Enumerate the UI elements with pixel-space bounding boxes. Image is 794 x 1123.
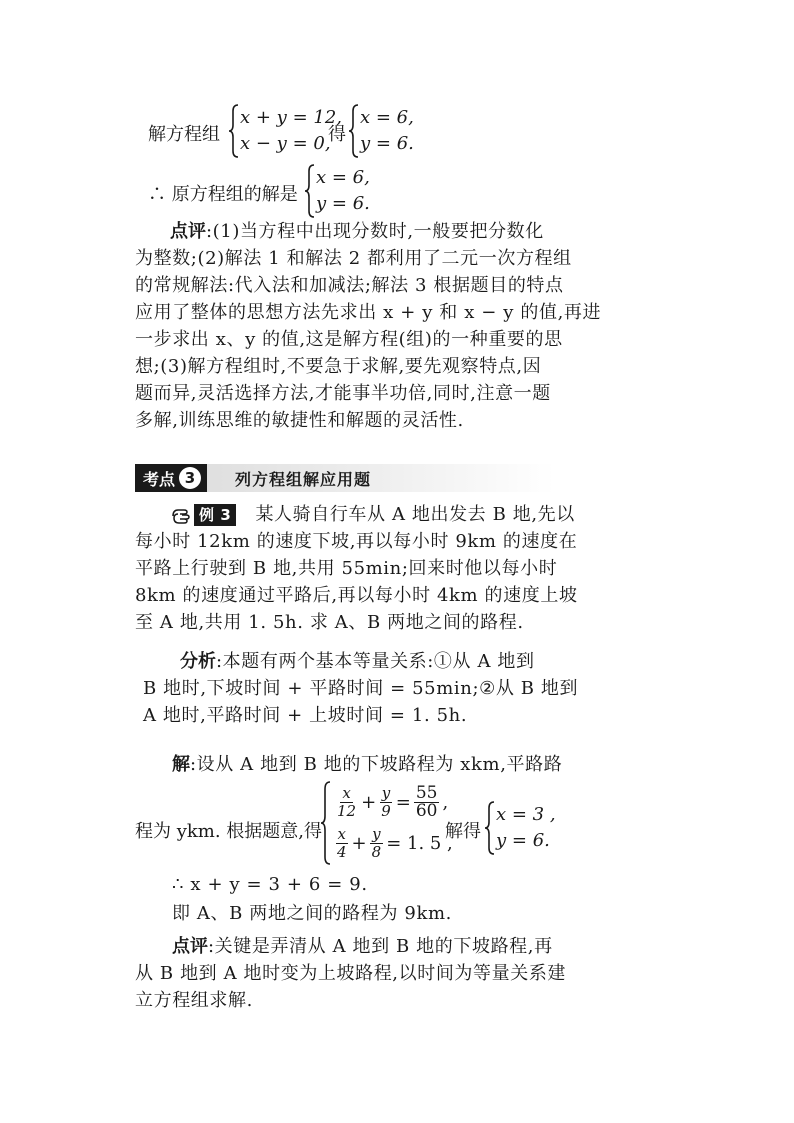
system-brace-2 xyxy=(348,103,414,159)
equation: y = 6. xyxy=(316,193,370,214)
solution-mid: 解得 xyxy=(445,821,481,842)
system-brace-fractions xyxy=(320,780,453,866)
section-header xyxy=(135,464,555,492)
text-line: 多解,训练思维的敏捷性和解题的灵活性. xyxy=(135,410,464,431)
plus-sign: + xyxy=(361,792,377,813)
text-line: 题而异,灵活选择方法,才能事半功倍,同时,注意一题 xyxy=(135,383,551,404)
pointing-hand-icon xyxy=(170,504,192,526)
text-line: 至 A 地,共用 1. 5h. 求 A、B 两地之间的路程. xyxy=(135,612,524,633)
solve-mid: 得 xyxy=(328,124,346,145)
comment-label: 点评 xyxy=(172,936,208,957)
section-title: 列方程组解应用题 xyxy=(235,469,372,489)
text-line: B 地时,下坡时间 + 平路时间 = 55min;②从 B 地到 xyxy=(143,678,579,699)
solution-answer: 即 A、B 两地之间的路程为 9km. xyxy=(172,903,452,924)
left-brace-icon xyxy=(304,163,316,219)
text-line: 想;(3)解方程组时,不要急于求解,要先观察特点,因 xyxy=(135,356,542,377)
left-brace-icon xyxy=(348,103,360,159)
left-brace-icon xyxy=(320,780,332,866)
text-line: 某人骑自行车从 A 地出发去 B 地,先以 xyxy=(255,504,575,525)
equation-rhs: = 1. 5 , xyxy=(386,833,453,854)
fraction: $\frac{y}{9}$ xyxy=(381,784,391,820)
fraction: $\frac{x}{12}$ xyxy=(337,784,357,820)
left-brace-icon xyxy=(228,103,240,159)
solve-prefix: 解方程组 xyxy=(148,124,220,145)
text-line: 每小时 12km 的速度下坡,再以每小时 9km 的速度在 xyxy=(135,531,578,552)
example-badge: 例 3 xyxy=(194,504,236,526)
equation: x − y = 0, xyxy=(240,133,331,154)
equation: x = 3 , xyxy=(496,804,556,825)
text-line: :本题有两个基本等量关系:①从 A 地到 xyxy=(216,651,535,672)
text-line: A 地时,平路时间 + 上坡时间 = 1. 5h. xyxy=(143,705,468,726)
text-line: 立方程组求解. xyxy=(135,990,253,1011)
text-line: 为整数;(2)解法 1 和解法 2 都利用了二元一次方程组 xyxy=(135,248,572,269)
text-line: :(1)当方程中出现分数时,一般要把分数化 xyxy=(206,221,544,242)
text-line: :关键是弄清从 A 地到 B 地的下坡路程,再 xyxy=(208,936,553,957)
comment-paragraph-line xyxy=(170,217,544,247)
system-brace-result xyxy=(484,800,556,856)
analysis-first-line xyxy=(180,647,535,677)
conclusion-prefix: ∴ 原方程组的解是 xyxy=(148,184,298,205)
text-line: 应用了整体的思想方法先求出 x + y 和 x − y 的值,再进 xyxy=(135,302,602,323)
equation-row-1 xyxy=(332,785,453,820)
section-number: 3 xyxy=(179,467,201,489)
comment-label: 点评 xyxy=(170,221,206,242)
fraction: $\frac{55}{60}$ xyxy=(415,783,438,821)
system-brace-3 xyxy=(304,163,370,219)
left-brace-icon xyxy=(484,800,496,856)
text-line: 8km 的速度通过平路后,再以每小时 4km 的速度上坡 xyxy=(135,585,578,606)
equals-sign: = xyxy=(395,792,411,813)
solution-label: 解 xyxy=(172,754,190,775)
solution-sum: ∴ x + y = 3 + 6 = 9. xyxy=(172,874,368,895)
equation: x = 6, xyxy=(360,107,414,128)
text-line: 一步求出 x、y 的值,这是解方程(组)的一种重要的思 xyxy=(135,329,563,350)
equation-row-2: $\frac{x}{4}$ + $\frac{y}{8}$ = 1. 5 , xyxy=(337,825,453,861)
equation: x = 6, xyxy=(316,167,370,188)
example-first-line xyxy=(170,500,575,530)
comma: , xyxy=(442,792,449,813)
analysis-label: 分析 xyxy=(180,651,216,672)
equation: y = 6. xyxy=(496,830,550,851)
text-line: :设从 A 地到 B 地的下坡路程为 xkm,平路路 xyxy=(190,754,563,775)
equation: x + y = 12, xyxy=(240,107,342,128)
text-line: 从 B 地到 A 地时变为上坡路程,以时间为等量关系建 xyxy=(135,963,567,984)
comment-paragraph-line xyxy=(172,932,553,962)
section-tag xyxy=(135,464,207,492)
solution-line2-prefix: 程为 ykm. 根据题意,得 xyxy=(135,821,323,842)
section-tag-label: 考点 xyxy=(143,469,176,489)
fraction: $\frac{y}{8}$ xyxy=(371,825,382,861)
solution-first-line xyxy=(172,750,562,780)
fraction: $\frac{x}{4}$ xyxy=(337,825,347,861)
system-brace-1 xyxy=(228,103,342,159)
text-line: 平路上行驶到 B 地,共用 55min;回来时他以每小时 xyxy=(135,558,558,579)
text-line: 的常规解法:代入法和加减法;解法 3 根据题目的特点 xyxy=(135,275,564,296)
equation: y = 6. xyxy=(360,133,414,154)
